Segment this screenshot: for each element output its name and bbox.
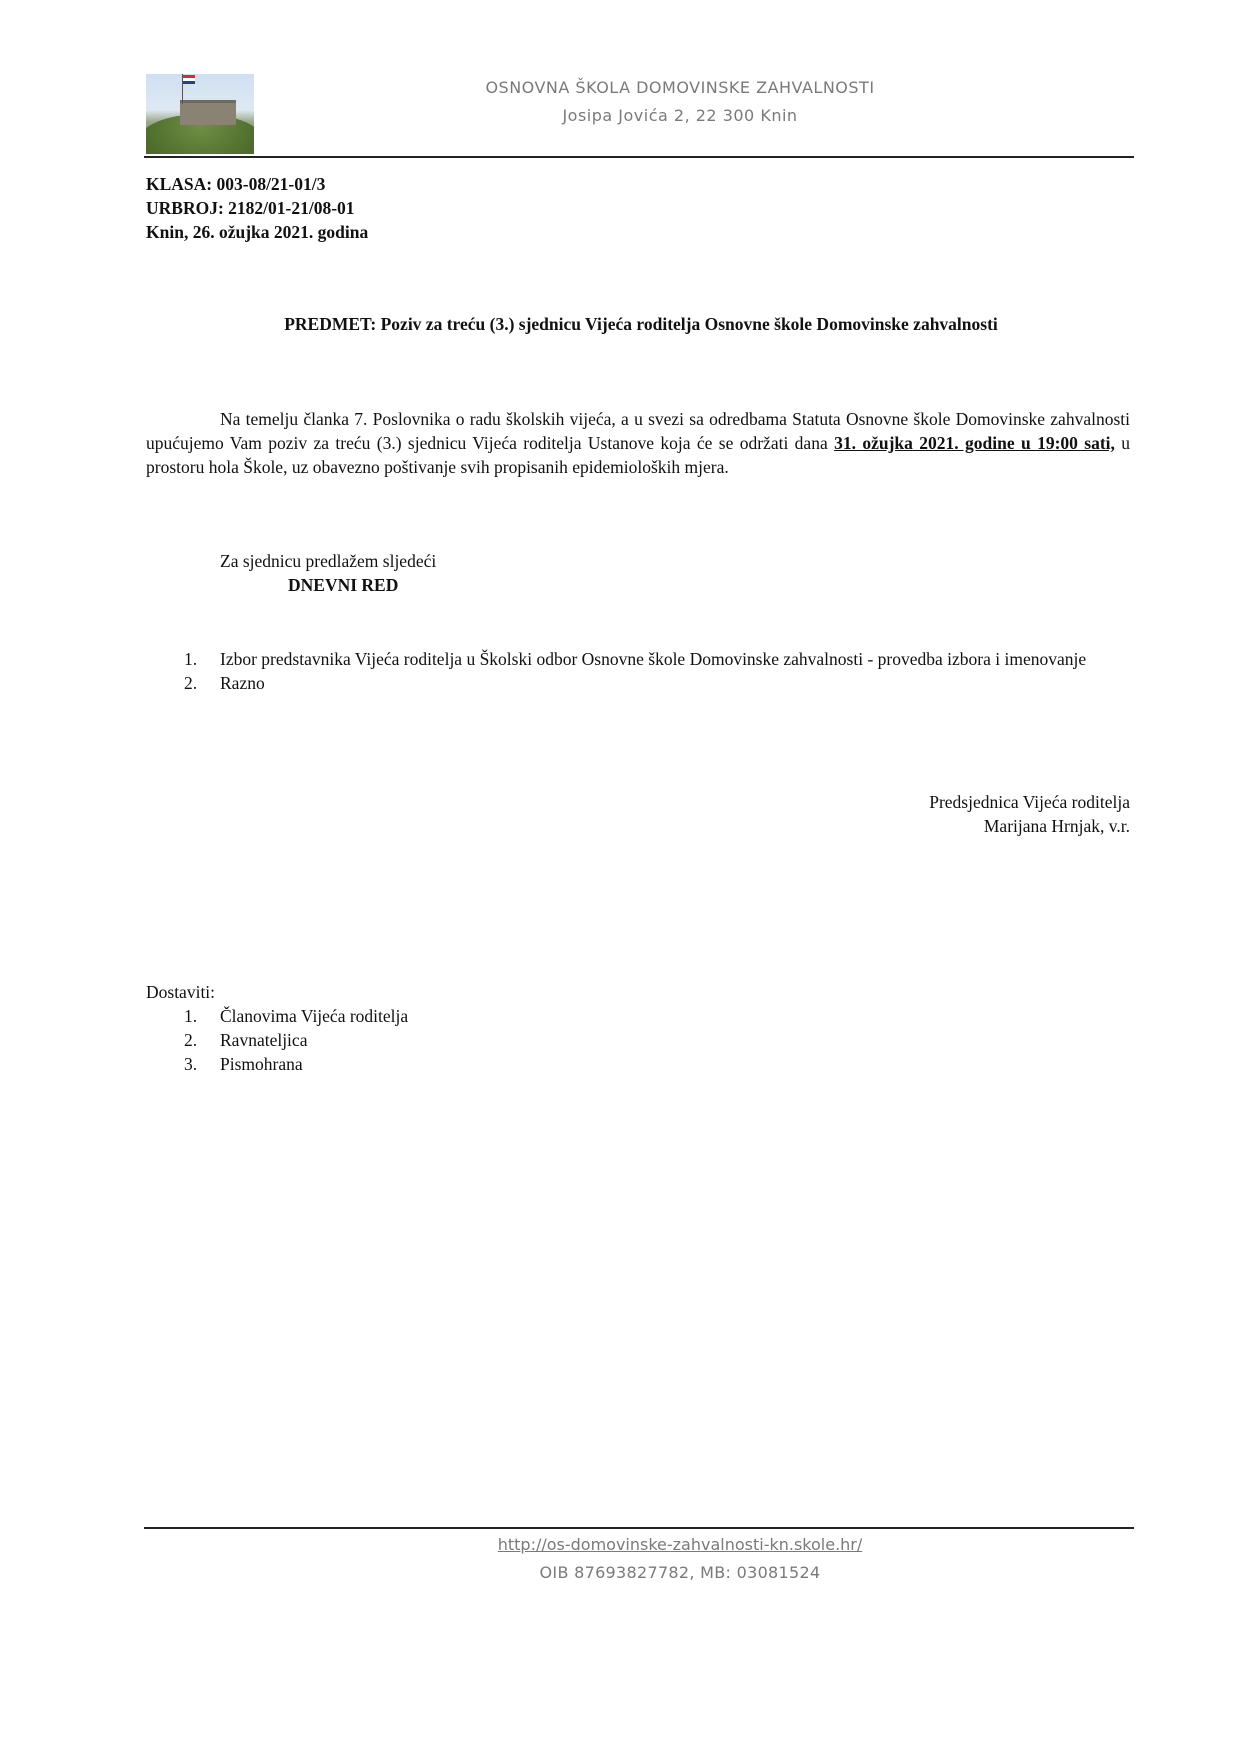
header-divider xyxy=(144,156,1134,158)
agenda-item-text: Razno xyxy=(220,673,265,693)
recipient-text: Ravnateljica xyxy=(220,1030,308,1050)
recipient-item xyxy=(146,1004,620,1028)
footer-ids: OIB 87693827782, MB: 03081524 xyxy=(539,1563,821,1582)
school-name: OSNOVNA ŠKOLA DOMOVINSKE ZAHVALNOSTI xyxy=(485,78,875,97)
recipient-text: Pismohrana xyxy=(220,1054,303,1074)
agenda-intro: Za sjednicu predlažem sljedeći xyxy=(220,551,437,571)
agenda-item xyxy=(146,647,1130,671)
school-logo-photo xyxy=(146,74,254,154)
agenda-title: DNEVNI RED xyxy=(288,575,399,595)
agenda-item-number: 2. xyxy=(184,673,198,693)
recipients-list xyxy=(146,1004,620,1076)
footer-website-link[interactable]: http://os-domovinske-zahvalnosti-kn.skole.hr/ xyxy=(497,1535,863,1554)
signature-block xyxy=(929,790,1130,838)
footer-divider xyxy=(144,1527,1134,1529)
agenda-item xyxy=(146,671,1130,695)
klasa: KLASA: 003-08/21-01/3 xyxy=(146,174,326,194)
agenda-item-number: 1. xyxy=(184,649,198,669)
body-part1: Na temelju članka 7. Poslovnika o radu školskih vijeća, a u svezi sa odredbama Statuta Osnovne škole Domovinske zahvalnosti upućujemo Vam poziv za treću (3.) sjednicu Vijeća roditelja Ustanove koja će se održati dana xyxy=(146,409,1130,453)
urbroj: URBROJ: 2182/01-21/08-01 xyxy=(146,198,355,218)
recipient-number: 2. xyxy=(184,1030,198,1050)
invitation-paragraph xyxy=(146,407,1130,479)
subject-line: PREDMET: Poziv za treću (3.) sjednicu Vijeća roditelja Osnovne škole Domovinske zahvalnosti xyxy=(284,314,998,334)
recipients-label: Dostaviti: xyxy=(146,982,216,1002)
signature-name: Marijana Hrnjak, v.r. xyxy=(983,816,1130,836)
school-address: Josipa Jovića 2, 22 300 Knin xyxy=(562,106,798,125)
recipient-item xyxy=(146,1028,620,1052)
signature-role: Predsjednica Vijeća roditelja xyxy=(929,792,1130,812)
document-meta xyxy=(146,172,368,244)
meeting-date-time: 31. ožujka 2021. godine u 19:00 sati, xyxy=(834,433,1115,453)
body-part2: u prostoru hola Škole, uz obavezno poštivanje svih propisanih epidemioloških mjera. xyxy=(146,433,1131,477)
place-date: Knin, 26. ožujka 2021. godina xyxy=(146,222,369,242)
recipients-block xyxy=(146,980,620,1076)
recipient-number: 1. xyxy=(184,1006,198,1026)
agenda-item-text: Izbor predstavnika Vijeća roditelja u Školski odbor Osnovne škole Domovinske zahvalnosti - provedba izbora i imenovanje xyxy=(220,649,1087,669)
agenda-list xyxy=(146,647,1130,695)
recipient-item xyxy=(146,1052,620,1076)
recipient-number: 3. xyxy=(184,1054,198,1074)
recipient-text: Članovima Vijeća roditelja xyxy=(220,1006,409,1026)
